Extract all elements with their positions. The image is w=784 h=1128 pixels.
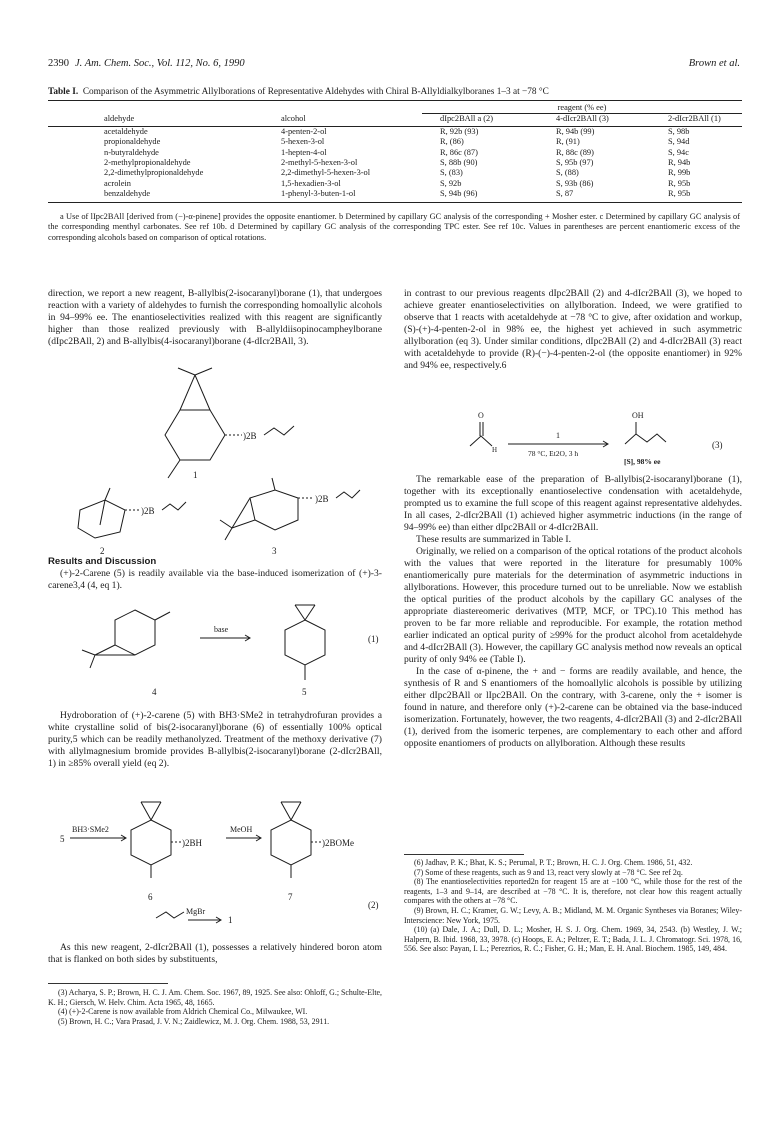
table-cell: R, 99b xyxy=(668,168,691,178)
table-cell: n-butyraldehyde xyxy=(104,147,159,157)
table-cell: 1-hepten-4-ol xyxy=(281,147,327,157)
authors: Brown et al. xyxy=(688,58,740,69)
column-header: 2-dIcr2BAll (1) xyxy=(652,114,742,126)
table-row xyxy=(48,137,742,147)
svg-text:6: 6 xyxy=(148,892,153,902)
table-cell: S, 93b (86) xyxy=(556,178,594,188)
svg-text:3: 3 xyxy=(272,546,277,556)
results-table xyxy=(48,100,742,203)
table-cell: S, (88) xyxy=(556,168,579,178)
table-cell: 1-phenyl-3-buten-1-ol xyxy=(222,189,422,202)
table-caption xyxy=(48,86,740,98)
equation-3 xyxy=(440,408,740,468)
table-cell: acrolein xyxy=(104,178,131,188)
compound-5-structure xyxy=(285,605,325,697)
left-footnote-rule xyxy=(48,983,168,984)
table-cell: R, 88c (89) xyxy=(556,147,594,157)
table-cell: R, (86) xyxy=(440,137,464,147)
compound-7-structure xyxy=(271,802,354,902)
page-number: 2390 xyxy=(48,58,69,69)
table-cell: R, 86c (87) xyxy=(440,147,478,157)
right-para-1: in contrast to our previous reagents dIpc2BAll (2) and 4-dIcr2BAll (3), we hoped to achieve greater enantioselectivities on allylboration. Indeed, we were gratified to observe that 1 reacts with acetaldehyde at −78 °C to give, after oxidation and workup, (S)-(+)-4-penten-2-ol in 98% ee, the highest yet achieved in such asymmetric allylboration (eq 3). Under similar conditions, dIpc2BAll (2) and 4-dIcr2BAll (3) react with acetaldehyde to provide (R)-(−)-4-penten-2-ol (the opposite enantiomer) in 92% and 94% ee, respectively.6 xyxy=(404,288,742,371)
table-cell: 2,2-dimethyl-5-hexen-3-ol xyxy=(281,168,371,178)
table-row xyxy=(48,126,742,137)
svg-text:O: O xyxy=(478,411,484,420)
compound-1-structure xyxy=(165,368,294,480)
table-footnote: a Use of lIpc2BAll [derived from (−)-α-pinene] provides the opposite enantiomer. b Determined by capillary GC analysis of the corresponding + Mosher ester. c Determined by capillary GC analysis of the corresponding menthyl carbonates. See ref 10b. d Determined by capillary GC analysis of the corresponding TPC ester. See ref 10c. Values in parentheses are percent enantiomeric excess of the corresponding alcohols based on comparison of optical rotations. xyxy=(48,212,740,242)
table-row xyxy=(48,189,742,202)
eq1-reagent: base xyxy=(214,625,229,634)
para-carene: (+)-2-Carene (5) is readily available via the base-induced isomerization of (+)-3-carene3,4 (4, eq 1). xyxy=(48,568,382,591)
section-heading: Results and Discussion xyxy=(48,556,157,567)
right-references: (6) Jadhav, P. K.; Bhat, K. S.; Perumal, P. T.; Brown, H. C. J. Org. Chem. 1986, 51, 432. (7) Some of these reagents, such as 9 and 13, react very slowly at −78 °C. See ref 2q. (8) The enantioselectivities reported2n for reagent 15 are at −100 °C, while those for the rest of the reagents, 1–3 and 9–14, are described at −78 °C. It is, therefore, not clear how this reagent actually compares with the others at −78 °C. (9) Brown, H. C.; Kramer, G. W.; Levy, A. B.; Midland, M. M. Organic Syntheses via Boranes; Wiley-Interscience: New York, 1975. (10) (a) Dale, J. A.; Dull, D. L.; Mosher, H. S. J. Org. Chem. 1969, 34, 2543. (b) Westley, J. W.; Halpern, B. Ibid. 1968, 33, 3978. (c) Hoops, E. A.; Peltzer, E. T.; Bada, J. L. J. Chromatogr. Sci. 1978, 16, 556. See also: Payan, I. L.; Perezrios, R. C.; Fisher, G. H.; Man, E. H. Anal. Biochem. 1985, 149, 484. xyxy=(404,858,742,954)
table-cell: R, 92b (93) xyxy=(440,126,479,136)
svg-text:)2BOMe: )2BOMe xyxy=(322,838,354,848)
table-cell: propionaldehyde xyxy=(104,137,161,147)
equation-1 xyxy=(80,600,390,700)
table-cell: R, 94b (99) xyxy=(556,126,595,136)
equation-2 xyxy=(56,790,386,925)
compound-6-structure xyxy=(131,802,203,902)
svg-text:)2BH: )2BH xyxy=(182,838,202,848)
right-para-2: The remarkable ease of the preparation of B-allylbis(2-isocaranyl)borane (1), together with its exceptionally enantioselective condensation with acetaldehyde, prompted us to examine the full scope of this reagent against representative aldehydes. In all cases, 2-dIcr2BAll (1) achieved higher asymmetric inductions (in the range of 94–99% ee) than either dIpc2BAll or 4-dIcr2BAll. These results are summarized in Table I. Originally, we relied on a comparison of the optical rotations of the product alcohols with the values that were reported in the literature for presumably 100% enantiomerically pure materials for the determination of asymmetric inductions in allylborations. However, this procedure turned out to be unreliable. Now we establish the optical purities of the product alcohols by the capillary GC analyses of the appropriate diastereomeric derivatives (MTP, MCF, or TPC).10 This method has proven to be far more reliable and reproducible. For example, the rotation method earlier indicated an optical purity of ≥99% for the product alcohol from acetaldehyde and 4-dIcr2BAll (3). However, the capillary GC analysis method now reveals an optical purity of only 94% ee (Table I). In the case of α-pinene, the + and − forms are readily available, and hence, the synthesis of R and S enantiomers of the homoallylic alcohols is possible by utilizing either dIpc2BAll or lIpc2BAll. On the contrary, with 3-carene, only the + isomer is found in nature, and therefore only (+)-2-carene can be obtained via the base-induced isomerization. Fortunately, however, the two reagents, 4-dIcr2BAll (3) and 2-dIcr2BAll (1), derived from the isomeric terpenes, are complementary to each other and afford opposite enantiomers of products on allylboration. Although these results xyxy=(404,474,742,749)
column-header: aldehyde xyxy=(48,114,222,126)
svg-text:(2): (2) xyxy=(368,900,379,910)
table-cell: S, 88b (90) xyxy=(440,158,478,168)
svg-text:(3): (3) xyxy=(712,440,723,450)
table-label: Table I. xyxy=(48,87,79,97)
running-head xyxy=(48,58,740,69)
table-cell: R, 95b xyxy=(668,178,691,188)
svg-text:MeOH: MeOH xyxy=(230,825,253,834)
svg-text:78 °C, Et2O, 3 h: 78 °C, Et2O, 3 h xyxy=(528,449,579,458)
svg-text:2: 2 xyxy=(100,546,105,556)
table-cell: S, 87 xyxy=(542,189,652,202)
svg-text:5: 5 xyxy=(302,687,307,697)
table-cell: 4-penten-2-ol xyxy=(281,126,327,136)
column-header: dIpc2BAll a (2) xyxy=(422,114,542,126)
table-cell: R, (91) xyxy=(556,137,580,147)
table-cell: S, 94c xyxy=(668,147,689,157)
journal-citation: J. Am. Chem. Soc., Vol. 112, No. 6, 1990 xyxy=(75,58,245,69)
svg-text:OH: OH xyxy=(632,411,644,420)
column-header: 4-dIcr2BAll (3) xyxy=(542,114,652,126)
table-cell: R, 94b xyxy=(668,158,691,168)
left-hydroboration: Hydroboration of (+)-2-carene (5) with BH3·SMe2 in tetrahydrofuran provides a white crystalline solid of bis(2-isocaranyl)borane (6) of essentially 100% optical purity,5 which can be readily methanolyzed. Treatment of the methoxy derivative (7) with allylmagnesium bromide provides B-allylbis(2-isocaranyl)borane (2-dIcr2BAll, 1) in ≥85% overall yield (eq 2). xyxy=(48,710,382,769)
svg-text:MgBr: MgBr xyxy=(186,907,206,916)
svg-text:[S], 98% ee: [S], 98% ee xyxy=(624,457,661,466)
svg-text:1: 1 xyxy=(556,431,560,440)
svg-text:)2B: )2B xyxy=(315,494,329,504)
table-cell: 2-methylpropionaldehyde xyxy=(104,158,191,168)
svg-text:4: 4 xyxy=(152,687,157,697)
table-row xyxy=(48,179,742,189)
table-cell: S, 94b (96) xyxy=(422,189,542,202)
table-row xyxy=(48,168,742,178)
table-cell: 1,5-hexadien-3-ol xyxy=(281,178,341,188)
right-footnote-rule xyxy=(404,854,524,855)
column-header: alcohol xyxy=(222,114,422,126)
left-references: (3) Acharya, S. P.; Brown, H. C. J. Am. Chem. Soc. 1967, 89, 1925. See also: Ohloff, G.; Schulte-Elte, K. H.; Giersch, W. Helv. Chim. Acta 1965, 48, 1665. (4) (+)-2-Carene is now available from Aldrich Chemical Co., Milwaukee, WI. (5) Brown, H. C.; Vara Prasad, J. V. N.; Zaidlewicz, M. J. Org. Chem. 1988, 53, 2911. xyxy=(48,988,382,1026)
structures-1-2-3 xyxy=(60,360,380,560)
left-hindered: As this new reagent, 2-dIcr2BAll (1), possesses a relatively hindered boron atom that is flanked on both sides by substituents, xyxy=(48,942,382,965)
table-cell: 2-methyl-5-hexen-3-ol xyxy=(281,158,358,168)
table-cell: R, 95b xyxy=(652,189,742,202)
compound-4-structure xyxy=(82,610,170,697)
svg-text:)2B: )2B xyxy=(243,431,257,441)
svg-text:1: 1 xyxy=(228,915,233,925)
left-results xyxy=(48,556,382,592)
svg-text:1: 1 xyxy=(193,470,198,480)
table-cell: S, 94d xyxy=(668,137,690,147)
svg-text:7: 7 xyxy=(288,892,293,902)
compound-3-structure xyxy=(220,478,360,556)
svg-text:BH3·SMe2: BH3·SMe2 xyxy=(72,825,109,834)
svg-text:(1): (1) xyxy=(368,634,379,644)
table-row xyxy=(48,148,742,158)
compound-2-structure xyxy=(78,488,186,556)
table-cell: S, (83) xyxy=(440,168,463,178)
table-cell: 2,2-dimethylpropionaldehyde xyxy=(104,168,204,178)
reagent-group-header: reagent (% ee) xyxy=(422,101,742,114)
table-cell: S, 98b xyxy=(668,126,690,136)
table-cell: 5-hexen-3-ol xyxy=(281,137,325,147)
table-cell: S, 92b xyxy=(440,178,462,188)
table-cell: benzaldehyde xyxy=(48,189,222,202)
table-cell: S, 95b (97) xyxy=(556,158,594,168)
table-cell: acetaldehyde xyxy=(104,126,148,136)
svg-text:)2B: )2B xyxy=(141,506,155,516)
table-title: Comparison of the Asymmetric Allylborations of Representative Aldehydes with Chiral B-Allyldialkylboranes 1–3 at −78 °C xyxy=(82,87,549,97)
svg-text:H: H xyxy=(492,446,498,454)
table-row xyxy=(48,158,742,168)
left-intro: direction, we report a new reagent, B-allylbis(2-isocaranyl)borane (1), that undergoes reaction with a variety of aldehydes to furnish the corresponding homoallylic alcohols in 94–99% ee. The enantioselectivities realized with this reagent are significantly higher than those realized previously with B-allyldiisopinocampheylborane (dIpc2BAll, 2) and B-allylbis(4-isocaranyl)borane (4-dIcr2BAll, 3). xyxy=(48,288,382,347)
svg-text:5: 5 xyxy=(60,834,65,844)
